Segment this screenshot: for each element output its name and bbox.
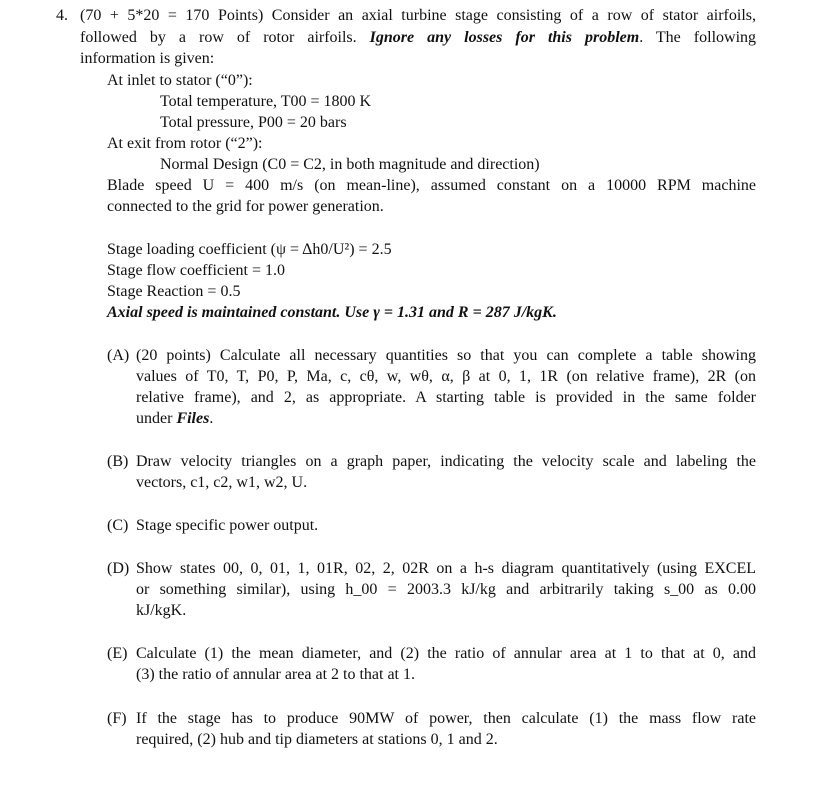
part-a-line-2: values of T0, T, P0, P, Ma, c, cθ, w, wθ, α, β at 0, 1, 1R (on relative frame), 2R (on [136, 368, 756, 385]
part-d-line-3: kJ/kgK. [136, 602, 187, 619]
stage-loading-coefficient: Stage loading coefficient (ψ = Δh0/U²) = 2.5 [107, 241, 392, 258]
part-a-line-1: (20 points) Calculate all necessary quantities so that you can complete a table showing [136, 347, 756, 364]
part-a-line-3: relative frame), and 2, as appropriate. A starting table is provided in the same folder [136, 389, 756, 406]
part-b-line-2: vectors, c1, c2, w1, w2, U. [136, 474, 308, 491]
part-f-label: (F) [107, 710, 127, 727]
part-c-label: (C) [107, 517, 129, 534]
inlet-header: At inlet to stator (“0”): [107, 72, 253, 89]
part-e-line-2: (3) the ratio of annular area at 2 to that at 1. [136, 666, 415, 683]
part-d-label: (D) [107, 560, 130, 577]
problem-number: 4. [56, 7, 68, 24]
exit-header: At exit from rotor (“2”): [107, 135, 263, 152]
ignore-losses-emphasis: Ignore any losses for this problem [369, 29, 640, 46]
intro-line-2 [80, 28, 756, 48]
part-e-line-1: Calculate (1) the mean diameter, and (2) the ratio of annular area at 1 to that at 0, and [136, 645, 756, 662]
part-b-label: (B) [107, 453, 129, 470]
stage-reaction: Stage Reaction = 0.5 [107, 283, 241, 300]
part-c-line-1: Stage specific power output. [136, 517, 319, 534]
axial-speed-assumption: Axial speed is maintained constant. Use γ = 1.31 and R = 287 J/kgK. [107, 304, 557, 321]
part-d-line-1: Show states 00, 0, 01, 1, 01R, 02, 2, 02R on a h-s diagram quantitatively (using EXCEL [136, 560, 756, 577]
blade-speed-line-1: Blade speed U = 400 m/s (on mean-line), assumed constant on a 10000 RPM machine [107, 177, 756, 194]
intro-line-2-tail: . The following [639, 29, 757, 46]
files-emphasis: Files [176, 410, 210, 427]
part-f-line-2: required, (2) hub and tip diameters at stations 0, 1 and 2. [136, 731, 498, 748]
intro-line-2-text: followed by a row of rotor airfoils. [80, 29, 357, 46]
intro-line-1: (70 + 5*20 = 170 Points) Consider an axial turbine stage consisting of a row of stator airfoils, [80, 7, 756, 24]
intro-line-3: information is given: [80, 50, 215, 67]
part-a-line-4 [136, 409, 213, 429]
part-a-label: (A) [107, 347, 130, 364]
part-a-under: under [136, 410, 173, 427]
part-b-line-1: Draw velocity triangles on a graph paper, indicating the velocity scale and labeling the [136, 453, 756, 470]
part-f-line-1: If the stage has to produce 90MW of power, then calculate (1) the mass flow rate [136, 710, 756, 727]
inlet-pressure: Total pressure, P00 = 20 bars [160, 114, 347, 131]
exit-design: Normal Design (C0 = C2, in both magnitude and direction) [160, 156, 540, 173]
stage-flow-coefficient: Stage flow coefficient = 1.0 [107, 262, 286, 279]
part-e-label: (E) [107, 645, 128, 662]
inlet-temperature: Total temperature, T00 = 1800 K [160, 93, 372, 110]
blade-speed-line-2: connected to the grid for power generation. [107, 198, 384, 215]
part-d-line-2: or something similar), using h_00 = 2003.3 kJ/kg and arbitrarily taking s_00 as 0.00 [136, 581, 756, 598]
part-a-period: . [209, 410, 214, 427]
